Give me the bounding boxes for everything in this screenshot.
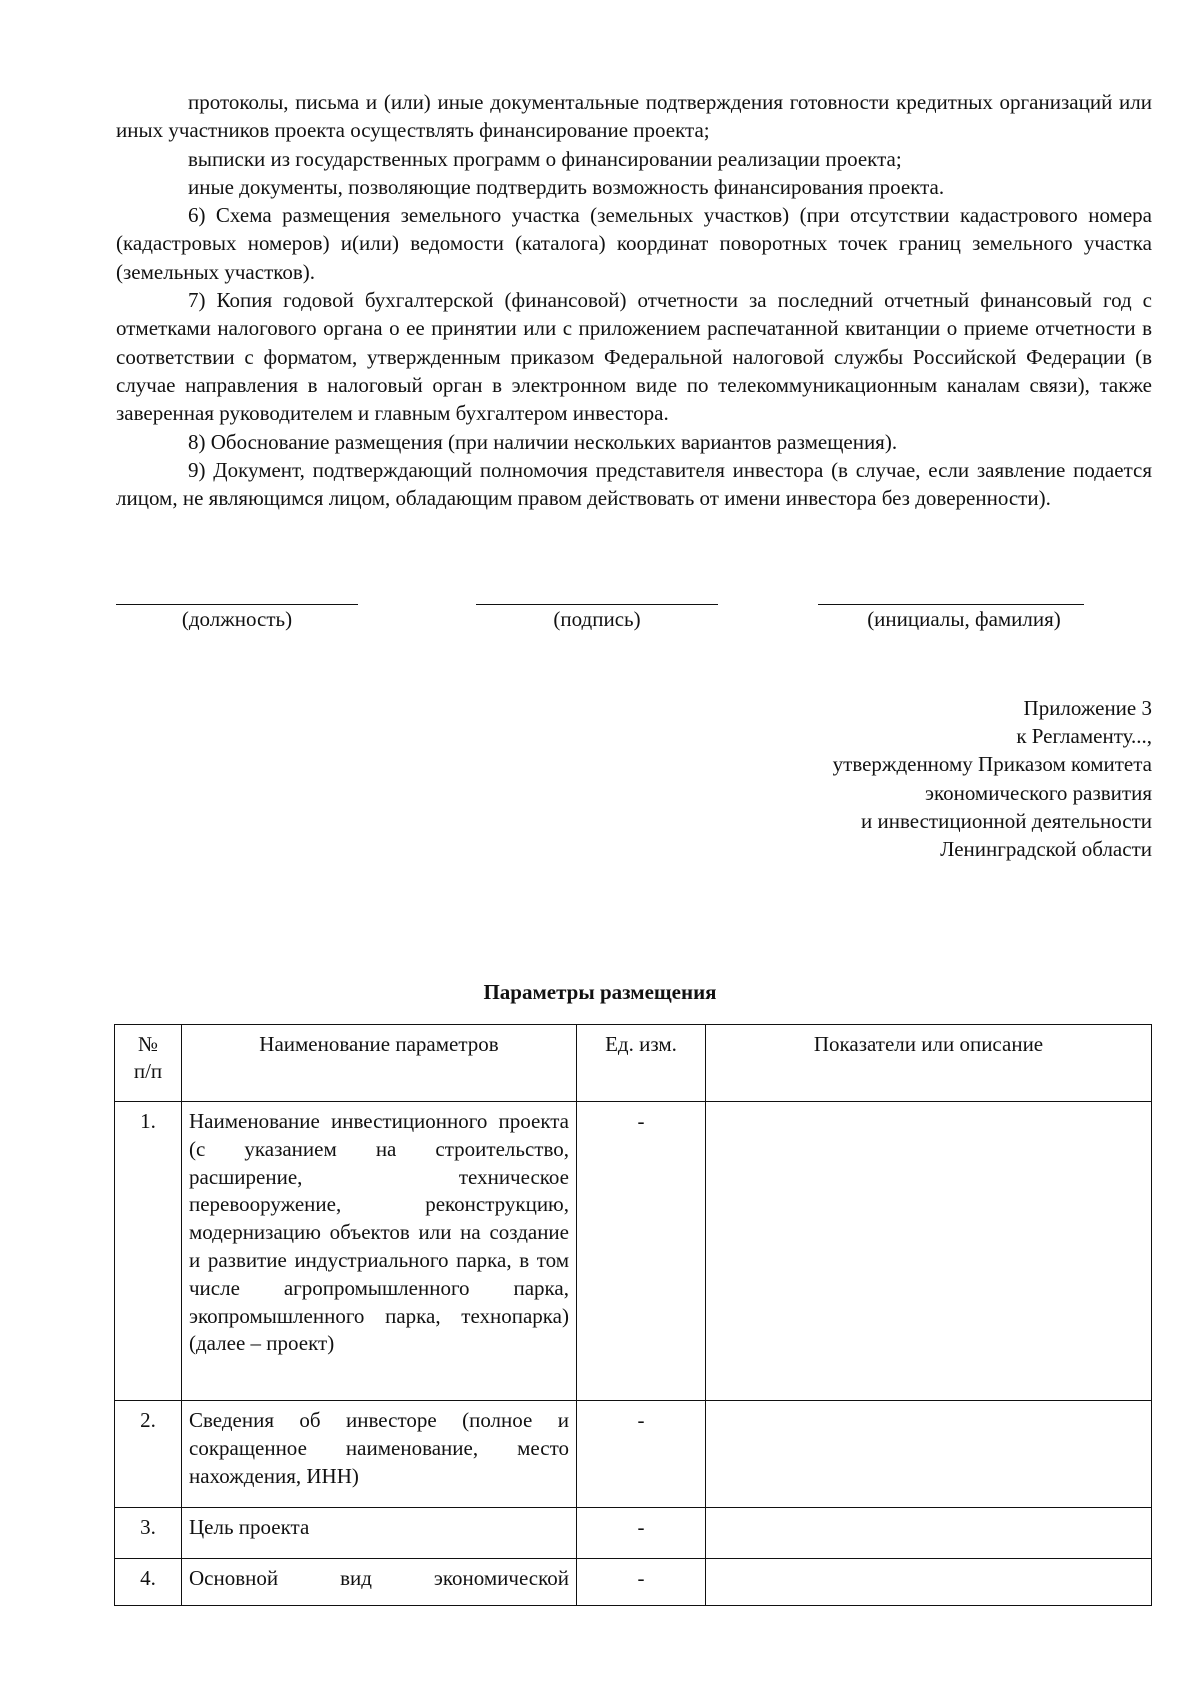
row-name: Основной вид экономической bbox=[182, 1559, 577, 1606]
row-num: 2. bbox=[115, 1401, 182, 1508]
row-name: Наименование инвестиционного проекта (с указанием на строительство, расширение, техническое перевооружение, реконструкцию, модернизацию объектов или на создание и развитие индустриального парка, в том числе агропромышленного парка, экопромышленного парка, технопарка) (далее – проект) bbox=[182, 1102, 577, 1401]
position-caption: (должность) bbox=[181, 607, 293, 631]
row-unit: - bbox=[577, 1559, 706, 1606]
position-line bbox=[116, 574, 358, 605]
table-row bbox=[115, 1559, 1152, 1606]
body-text bbox=[116, 88, 1152, 512]
appendix-line-1: Приложение 3 bbox=[1023, 696, 1152, 720]
name-line bbox=[818, 574, 1084, 605]
table-row bbox=[115, 1401, 1152, 1508]
signature-name bbox=[818, 574, 1084, 633]
signature-position bbox=[116, 574, 358, 633]
appendix-line-5: и инвестиционной деятельности bbox=[861, 808, 1152, 833]
row-value bbox=[706, 1508, 1152, 1559]
appendix-line-3: утвержденному Приказом комитета bbox=[832, 752, 1152, 777]
signature-row bbox=[0, 574, 1200, 634]
table-title: Параметры размещения bbox=[483, 980, 717, 1004]
paragraph-item-6: 6) Схема размещения земельного участка (земельных участков) (при отсутствии кадастрового номера (кадастровых номеров) и(или) ведомости (каталога) координат поворотных точек границ земельного участка (земельных участков). bbox=[116, 203, 1152, 284]
row-value bbox=[706, 1401, 1152, 1508]
header-num bbox=[115, 1025, 182, 1102]
row-unit: - bbox=[577, 1102, 706, 1401]
signature-line bbox=[476, 574, 718, 605]
row-num: 4. bbox=[115, 1559, 182, 1606]
table-row bbox=[115, 1102, 1152, 1401]
signature-caption: (подпись) bbox=[553, 607, 641, 631]
header-name: Наименование параметров bbox=[182, 1025, 577, 1102]
row-num: 1. bbox=[115, 1102, 182, 1401]
row-value bbox=[706, 1102, 1152, 1401]
header-value: Показатели или описание bbox=[706, 1025, 1152, 1102]
row-name: Цель проекта bbox=[182, 1508, 577, 1559]
header-unit: Ед. изм. bbox=[577, 1025, 706, 1102]
row-num: 3. bbox=[115, 1508, 182, 1559]
header-num-label: № п/п bbox=[133, 1032, 163, 1083]
row-unit: - bbox=[577, 1401, 706, 1508]
parameters-table bbox=[114, 1024, 1152, 1606]
appendix-line-6: Ленинградской области bbox=[940, 837, 1152, 862]
table-row bbox=[115, 1508, 1152, 1559]
paragraph-item-9: 9) Документ, подтверждающий полномочия представителя инвестора (в случае, если заявление подается лицом, не являющимся лицом, обладающим правом действовать от имени инвестора без доверенности). bbox=[116, 457, 1152, 511]
appendix-line-4: экономического развития bbox=[924, 780, 1152, 805]
row-unit: - bbox=[577, 1508, 706, 1559]
paragraph-other-documents: иные документы, позволяющие подтвердить возможность финансирования проекта. bbox=[188, 174, 945, 199]
paragraph-item-8: 8) Обоснование размещения (при наличии нескольких вариантов размещения). bbox=[188, 429, 898, 454]
row-value bbox=[706, 1559, 1152, 1606]
appendix-header bbox=[652, 694, 1152, 863]
name-caption: (инициалы, фамилия) bbox=[867, 607, 1061, 631]
table-header-row bbox=[115, 1025, 1152, 1102]
appendix-line-2: к Регламенту..., bbox=[1016, 724, 1152, 749]
paragraph-item-7: 7) Копия годовой бухгалтерской (финансовой) отчетности за последний отчетный финансовый год с отметками налогового органа о ее принятии или с приложением распечатанной квитанции о приеме отчетности в соответствии с форматом, утвержденным приказом Федеральной налоговой службы Российской Федерации (в случае направления в налоговый орган в электронном виде по телекоммуникационным каналам связи), также заверенная руководителем и главным бухгалтером инвестора. bbox=[116, 288, 1152, 426]
row-name: Сведения об инвесторе (полное и сокращенное наименование, место нахождения, ИНН) bbox=[182, 1401, 577, 1508]
paragraph-credit-letters: протоколы, письма и (или) иные документальные подтверждения готовности кредитных организаций или иных участников проекта осуществлять финансирование проекта; bbox=[116, 90, 1152, 143]
paragraph-state-programs: выписки из государственных программ о финансировании реализации проекта; bbox=[188, 146, 902, 171]
signature-sign bbox=[476, 574, 718, 633]
